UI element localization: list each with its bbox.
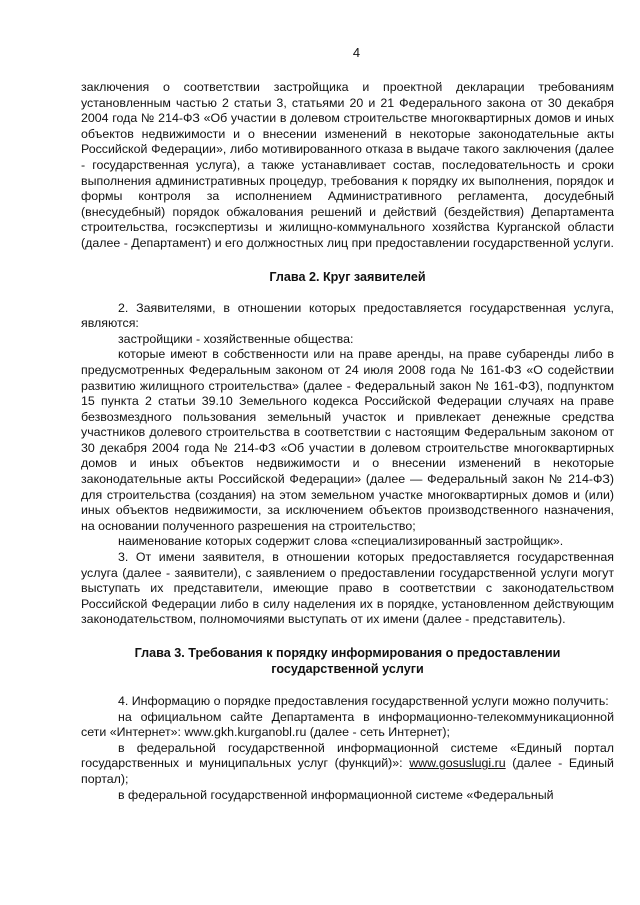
chapter-2-paragraph-5: 3. От имени заявителя, в отношении которых предоставляется государственная услуга (далее - заявители), с заявлением о предоставлении государственной услуги могут выступать их представители, имеющие право в соответствии с законодательством Российской Федерации либо в силу наделения их в порядке, установленном действующим законодательством, полномочиями выступать от их имени (далее - представитель). [81, 550, 614, 627]
chapter-3-paragraph-3 [81, 741, 614, 788]
chapter-3-paragraph-3-text-after: (далее - Единый портал); [81, 756, 614, 786]
gosuslugi-link[interactable]: www.gosuslugi.ru [409, 756, 506, 771]
chapter-3-paragraph-3-text-before: в федеральной государственной информационной системе «Единый портал государственных и муниципальных услуг (функций)»: [81, 740, 614, 771]
chapter-3-paragraph-2: на официальном сайте Департамента в информационно-телекоммуникационной сети «Интернет»: www.gkh.kurganobl.ru (далее - сеть Интернет); [81, 709, 614, 740]
chapter-2-paragraph-3: которые имеют в собственности или на праве аренды, на праве субаренды либо в предусмотренных Федеральным законом от 24 июля 2008 года № 161-ФЗ «О содействии развитию жилищного строительства» (далее - Федеральный закон № 161-ФЗ), подпунктом 15 пункта 2 статьи 39.10 Земельного кодекса Российской Федерации случаях на праве безвозмездного пользования земельный участок и привлекает денежные средства участников долевого строительства в соответствии с настоящим Федеральным законом от 30 декабря 2004 года № 214-ФЗ «Об участии в долевом строительстве многоквартирных домов и иных объектов недвижимости и о внесении изменений в некоторые законодательные акты Российской Федерации» (далее — Федеральный закон № 214-ФЗ) для строительства (создания) на этом земельном участке многоквартирных домов и (или) иных объектов недвижимости, за исключением объектов производственного назначения, на основании полученного разрешения на строительство; [81, 347, 614, 533]
chapter-3-title [81, 645, 614, 677]
chapter-3-title-line-1: Глава 3. Требования к порядку информирования о предоставлении [134, 646, 561, 660]
chapter-2-title: Глава 2. Круг заявителей [269, 269, 426, 284]
chapter-2-paragraph-1: 2. Заявителями, в отношении которых предоставляется государственная услуга, являются: [81, 300, 614, 331]
intro-paragraph: заключения о соответствии застройщика и проектной декларации требованиям установленным частью 2 статьи 3, статьями 20 и 21 Федерального закона от 30 декабря 2004 года № 214-ФЗ «Об участии в долевом строительстве многоквартирных домов и иных объектов недвижимости и о внесении изменений в некоторые законодательные акты Российской Федерации», либо мотивированного отказа в выдаче такого заключения (далее - государственная услуга), а также устанавливает состав, последовательность и сроки выполнения административных процедур, требования к порядку их выполнения, порядок и формы контроля за исполнением Административного регламента, досудебный (внесудебный) порядок обжалования решений и действий (бездействия) Департамента строительства, госэкспертизы и жилищно-коммунального хозяйства Курганской области (далее - Департамент) и его должностных лиц при предоставлении государственной услуги. [81, 80, 614, 250]
chapter-3-paragraph-1: 4. Информацию о порядке предоставления государственной услуги можно получить: [118, 694, 609, 708]
chapter-3-paragraph-4: в федеральной государственной информационной системе «Федеральный [118, 787, 554, 802]
chapter-3-title-line-2: государственной услуги [271, 662, 424, 676]
chapter-2-paragraph-2: застройщики - хозяйственные общества: [118, 331, 354, 346]
chapter-2-paragraph-4: наименование которых содержит слова «специализированный застройщик». [118, 534, 564, 549]
page-number: 4 [352, 45, 361, 60]
